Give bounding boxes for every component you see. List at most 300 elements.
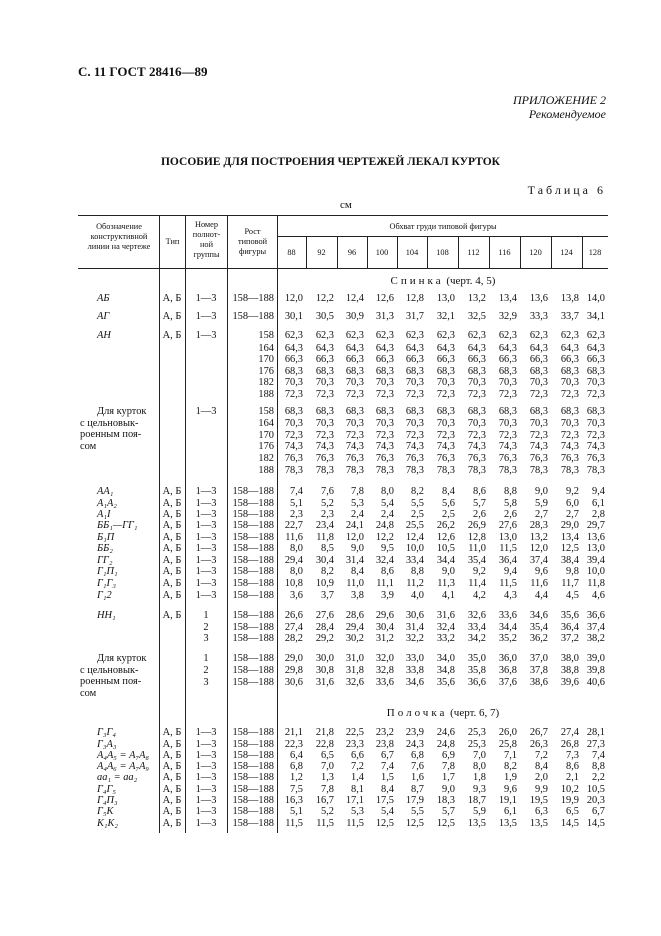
appendix-block (513, 93, 606, 121)
value-cell: 6,5 (321, 750, 334, 761)
value-cell: 26,0 (498, 727, 517, 738)
value-cell: 10,5 (436, 543, 455, 554)
value-cell: 14,0 (586, 293, 605, 304)
value-cell: 13,0 (586, 543, 605, 554)
value-cell: 8,4 (442, 486, 455, 497)
value-cell: 78,3 (560, 465, 579, 476)
height-cell: 182 (258, 377, 274, 388)
value-cell: 16,3 (284, 795, 303, 806)
height-cell: 158 (258, 330, 274, 341)
value-cell: 36,0 (498, 653, 517, 664)
designation: Г₄П₃ (97, 795, 118, 806)
value-cell: 5,1 (290, 806, 303, 817)
value-cell: 34,4 (436, 555, 455, 566)
value-cell: 72,3 (529, 389, 548, 400)
group-cell: 1—3 (195, 406, 217, 417)
value-cell: 11,0 (346, 578, 364, 589)
height-cell: 158—188 (232, 578, 274, 589)
value-cell: 21,1 (284, 727, 303, 738)
value-cell: 72,3 (436, 430, 455, 441)
value-cell: 24,3 (405, 739, 424, 750)
height-cell: 158—188 (232, 818, 274, 829)
height-cell: 158—188 (232, 566, 274, 577)
value-cell: 12,0 (284, 293, 303, 304)
value-cell: 36,8 (498, 665, 517, 676)
value-cell: 13,5 (498, 818, 517, 829)
value-cell: 8,8 (504, 486, 517, 497)
value-cell: 8,0 (381, 486, 394, 497)
value-cell: 9,2 (473, 566, 486, 577)
value-cell: 12,4 (345, 293, 364, 304)
section-title-back (278, 275, 608, 287)
value-cell: 8,8 (592, 761, 605, 772)
value-cell: 31,0 (345, 653, 364, 664)
value-cell: 34,0 (436, 653, 455, 664)
designation: Г₁П₁ (97, 566, 118, 577)
header-group: Номер полнот-ной группы (192, 220, 221, 259)
value-cell: 13,5 (529, 818, 548, 829)
value-cell: 39,4 (586, 555, 605, 566)
value-cell: 70,3 (560, 418, 579, 429)
value-cell: 7,0 (321, 761, 334, 772)
size-header: 124 (560, 248, 573, 257)
type-cell: А, Б (162, 795, 182, 806)
value-cell: 1,9 (504, 772, 517, 783)
value-cell: 33,0 (405, 653, 424, 664)
value-cell: 70,3 (529, 418, 548, 429)
value-cell: 12,0 (529, 543, 548, 554)
value-cell: 62,3 (405, 330, 424, 341)
value-cell: 5,4 (381, 498, 394, 509)
value-cell: 72,3 (284, 389, 303, 400)
value-cell: 13,4 (560, 532, 579, 543)
value-cell: 7,6 (321, 486, 334, 497)
height-cell: 158 (258, 406, 274, 417)
value-cell: 31,7 (405, 311, 424, 322)
height-cell: 158—188 (232, 520, 274, 531)
value-cell: 17,5 (375, 795, 394, 806)
value-cell: 37,0 (529, 653, 548, 664)
value-cell: 76,3 (405, 453, 424, 464)
group-cell: 3 (203, 633, 209, 644)
value-cell: 34,8 (436, 665, 455, 676)
value-cell: 68,3 (284, 366, 303, 377)
value-cell: 35,8 (467, 665, 486, 676)
height-cell: 158—188 (232, 633, 274, 644)
value-cell: 74,3 (586, 441, 605, 452)
value-cell: 8,0 (473, 761, 486, 772)
designation-note: Для курток (97, 406, 147, 417)
value-cell: 27,6 (315, 610, 334, 621)
value-cell: 78,3 (529, 465, 548, 476)
value-cell: 5,3 (351, 498, 364, 509)
value-cell: 2,7 (535, 509, 548, 520)
value-cell: 1,5 (381, 772, 394, 783)
value-cell: 29,7 (586, 520, 605, 531)
value-cell: 12,6 (436, 532, 455, 543)
value-cell: 13,2 (529, 532, 548, 543)
designation: Г₁Г₃ (97, 578, 117, 589)
value-cell: 72,3 (405, 389, 424, 400)
value-cell: 68,3 (345, 366, 364, 377)
height-cell: 158—188 (232, 543, 274, 554)
value-cell: 5,6 (442, 498, 455, 509)
value-cell: 13,6 (586, 532, 605, 543)
size-header: 88 (287, 248, 296, 257)
designation-note: роенным поя- (80, 429, 142, 440)
value-cell: 38,2 (586, 633, 605, 644)
size-header: 104 (405, 248, 419, 257)
section-title-front (278, 707, 608, 719)
designation: ББ₁—ГГ₁ (97, 520, 138, 531)
value-cell: 36,4 (560, 622, 579, 633)
value-cell: 9,0 (535, 486, 548, 497)
value-cell: 76,3 (529, 453, 548, 464)
value-cell: 25,5 (405, 520, 424, 531)
value-cell: 70,3 (315, 418, 334, 429)
designation: ГГ₂ (97, 555, 113, 566)
value-cell: 68,3 (405, 406, 424, 417)
type-cell: А, Б (162, 590, 182, 601)
value-cell: 76,3 (467, 453, 486, 464)
value-cell: 13,6 (529, 293, 548, 304)
value-cell: 78,3 (586, 465, 605, 476)
value-cell: 8,8 (411, 566, 424, 577)
designation: АГ (97, 311, 110, 322)
value-cell: 70,3 (498, 418, 517, 429)
designation: А₁I (97, 509, 111, 520)
value-cell: 11,8 (587, 578, 605, 589)
size-header: 108 (436, 248, 449, 257)
designation: Г₅К (97, 806, 114, 817)
value-cell: 22,5 (345, 727, 364, 738)
value-cell: 9,0 (442, 566, 455, 577)
designation-note: сом (80, 440, 97, 452)
value-cell: 26,6 (284, 610, 303, 621)
value-cell: 7,4 (290, 486, 303, 497)
height-cell: 158—188 (232, 795, 274, 806)
height-cell: 182 (258, 453, 274, 464)
value-cell: 1,2 (290, 772, 303, 783)
group-cell: 1—3 (195, 761, 217, 772)
value-cell: 39,6 (560, 677, 579, 688)
appendix-subtitle: Рекомендуемое (528, 107, 606, 121)
value-cell: 38,8 (560, 665, 579, 676)
value-cell: 6,4 (290, 750, 303, 761)
value-cell: 34,4 (498, 622, 517, 633)
value-cell: 74,3 (405, 441, 424, 452)
value-cell: 78,3 (467, 465, 486, 476)
value-cell: 32,9 (498, 311, 517, 322)
height-cell: 158—188 (232, 784, 274, 795)
value-cell: 8,0 (290, 566, 303, 577)
value-cell: 64,3 (375, 343, 394, 354)
header-height: Рост типовой фигуры (237, 227, 268, 256)
header-divider (227, 215, 228, 268)
value-cell: 32,4 (436, 622, 455, 633)
value-cell: 70,3 (375, 377, 394, 388)
value-cell: 31,6 (436, 610, 455, 621)
value-cell: 68,3 (560, 366, 579, 377)
value-cell: 62,3 (284, 330, 303, 341)
value-cell: 78,3 (284, 465, 303, 476)
value-cell: 5,5 (411, 806, 424, 817)
size-header: 120 (529, 248, 542, 257)
height-cell: 158—188 (232, 806, 274, 817)
value-cell: 30,4 (375, 622, 394, 633)
height-cell: 158—188 (232, 498, 274, 509)
designation: АА₁ (97, 486, 114, 497)
value-cell: 8,1 (351, 784, 364, 795)
value-cell: 11,6 (530, 578, 548, 589)
value-cell: 62,3 (560, 330, 579, 341)
height-cell: 188 (258, 389, 274, 400)
value-cell: 22,7 (284, 520, 303, 531)
value-cell: 68,3 (315, 406, 334, 417)
value-cell: 38,6 (529, 677, 548, 688)
value-cell: 76,3 (560, 453, 579, 464)
value-cell: 7,2 (351, 761, 364, 772)
value-cell: 30,4 (315, 555, 334, 566)
value-cell: 4,5 (566, 590, 579, 601)
value-cell: 28,4 (315, 622, 334, 633)
value-cell: 12,8 (405, 293, 424, 304)
value-cell: 68,3 (375, 366, 394, 377)
header-divider (185, 215, 186, 268)
value-cell: 10,5 (586, 784, 605, 795)
group-cell: 1—3 (195, 739, 217, 750)
designation: Б₁П (97, 532, 115, 543)
designation-note: с цельновык- (80, 417, 139, 429)
value-cell: 11,4 (468, 578, 486, 589)
value-cell: 18,3 (436, 795, 455, 806)
value-cell: 68,3 (375, 406, 394, 417)
value-cell: 30,6 (284, 677, 303, 688)
type-cell: А, Б (162, 727, 182, 738)
value-cell: 25,3 (467, 739, 486, 750)
value-cell: 74,3 (560, 441, 579, 452)
value-cell: 66,3 (436, 354, 455, 365)
group-cell: 1 (203, 653, 209, 664)
value-cell: 32,8 (375, 665, 394, 676)
designation: А₁А₂ (97, 498, 117, 509)
value-cell: 20,3 (586, 795, 605, 806)
value-cell: 17,9 (405, 795, 424, 806)
value-cell: 72,3 (405, 430, 424, 441)
value-cell: 7,8 (351, 486, 364, 497)
height-cell: 158—188 (232, 555, 274, 566)
height-cell: 158—188 (232, 293, 274, 304)
value-cell: 70,3 (345, 418, 364, 429)
value-cell: 76,3 (498, 453, 517, 464)
value-cell: 4,3 (504, 590, 517, 601)
value-cell: 76,3 (284, 453, 303, 464)
value-cell: 64,3 (498, 343, 517, 354)
value-cell: 34,6 (529, 610, 548, 621)
value-cell: 9,6 (535, 566, 548, 577)
value-cell: 33,2 (436, 633, 455, 644)
value-cell: 29,4 (284, 555, 303, 566)
size-header: 112 (467, 248, 480, 257)
section-title-word: Спинка (390, 275, 444, 287)
value-cell: 8,6 (566, 761, 579, 772)
designation: К₁К₂ (97, 818, 119, 829)
value-cell: 10,9 (315, 578, 334, 589)
value-cell: 68,3 (529, 406, 548, 417)
value-cell: 78,3 (498, 465, 517, 476)
value-cell: 35,6 (560, 610, 579, 621)
value-cell: 68,3 (498, 406, 517, 417)
chest-header-rule (277, 236, 608, 237)
value-cell: 19,5 (529, 795, 548, 806)
value-cell: 7,8 (321, 784, 334, 795)
value-cell: 70,3 (467, 418, 486, 429)
value-cell: 5,4 (381, 806, 394, 817)
value-cell: 13,0 (436, 293, 455, 304)
value-cell: 66,3 (315, 354, 334, 365)
value-cell: 23,4 (315, 520, 334, 531)
value-cell: 72,3 (529, 430, 548, 441)
value-cell: 62,3 (498, 330, 517, 341)
value-cell: 12,2 (315, 293, 334, 304)
value-cell: 70,3 (405, 377, 424, 388)
value-cell: 8,7 (411, 784, 424, 795)
value-cell: 29,2 (315, 633, 334, 644)
value-cell: 6,8 (290, 761, 303, 772)
value-cell: 12,8 (467, 532, 486, 543)
value-cell: 31,3 (375, 311, 394, 322)
value-cell: 30,8 (315, 665, 334, 676)
size-header: 116 (498, 248, 511, 257)
height-cell: 158—188 (232, 622, 274, 633)
height-cell: 158—188 (232, 532, 274, 543)
value-cell: 30,5 (315, 311, 334, 322)
value-cell: 9,9 (535, 784, 548, 795)
value-cell: 76,3 (375, 453, 394, 464)
value-cell: 6,1 (592, 498, 605, 509)
value-cell: 22,3 (284, 739, 303, 750)
value-cell: 25,8 (498, 739, 517, 750)
value-cell: 4,6 (592, 590, 605, 601)
value-cell: 11,7 (561, 578, 579, 589)
value-cell: 9,4 (504, 566, 517, 577)
value-cell: 72,3 (498, 430, 517, 441)
value-cell: 64,3 (560, 343, 579, 354)
value-cell: 26,9 (467, 520, 486, 531)
type-cell: А, Б (162, 311, 182, 322)
value-cell: 25,3 (467, 727, 486, 738)
value-cell: 24,1 (345, 520, 364, 531)
value-cell: 70,3 (586, 418, 605, 429)
value-cell: 10,8 (284, 578, 303, 589)
type-cell: А, Б (162, 761, 182, 772)
height-cell: 158—188 (232, 486, 274, 497)
value-cell: 5,7 (442, 806, 455, 817)
value-cell: 12,5 (375, 818, 394, 829)
value-cell: 27,3 (586, 739, 605, 750)
value-cell: 4,2 (473, 590, 486, 601)
value-cell: 9,2 (566, 486, 579, 497)
value-cell: 33,7 (560, 311, 579, 322)
value-cell: 13,2 (467, 293, 486, 304)
value-cell: 2,3 (321, 509, 334, 520)
value-cell: 12,5 (560, 543, 579, 554)
value-cell: 70,3 (529, 377, 548, 388)
value-cell: 30,1 (284, 311, 303, 322)
value-cell: 28,1 (586, 727, 605, 738)
height-cell: 164 (258, 418, 274, 429)
value-cell: 66,3 (560, 354, 579, 365)
value-cell: 68,3 (405, 366, 424, 377)
value-cell: 11,8 (316, 532, 334, 543)
page-header: С. 11 ГОСТ 28416—89 (78, 64, 208, 79)
value-cell: 70,3 (560, 377, 579, 388)
value-cell: 4,4 (535, 590, 548, 601)
value-cell: 66,3 (284, 354, 303, 365)
value-cell: 8,5 (321, 543, 334, 554)
value-cell: 24,8 (436, 739, 455, 750)
value-cell: 72,3 (560, 389, 579, 400)
value-cell: 35,4 (467, 555, 486, 566)
value-cell: 4,0 (411, 590, 424, 601)
designation: НН₁ (97, 610, 116, 621)
value-cell: 78,3 (345, 465, 364, 476)
value-cell: 14,5 (560, 818, 579, 829)
value-cell: 32,1 (436, 311, 455, 322)
value-cell: 10,0 (405, 543, 424, 554)
value-cell: 2,6 (473, 509, 486, 520)
value-cell: 68,3 (284, 406, 303, 417)
value-cell: 64,3 (284, 343, 303, 354)
value-cell: 70,3 (405, 418, 424, 429)
value-cell: 72,3 (560, 430, 579, 441)
value-cell: 29,4 (345, 622, 364, 633)
group-cell: 1—3 (195, 818, 217, 829)
designation: А₄А₅ = А₇А₈ (97, 750, 150, 761)
value-cell: 68,3 (467, 366, 486, 377)
height-cell: 158—188 (232, 739, 274, 750)
value-cell: 32,2 (405, 633, 424, 644)
group-cell: 1—3 (195, 784, 217, 795)
height-cell: 158—188 (232, 653, 274, 664)
value-cell: 2,0 (535, 772, 548, 783)
height-cell: 164 (258, 343, 274, 354)
value-cell: 62,3 (467, 330, 486, 341)
type-cell: А, Б (162, 532, 182, 543)
value-cell: 21,8 (315, 727, 334, 738)
value-cell: 29,6 (375, 610, 394, 621)
value-cell: 2,8 (592, 509, 605, 520)
value-cell: 23,2 (375, 727, 394, 738)
designation: аа₁ = аа₂ (97, 772, 138, 783)
header-designation: Обозначение конструктивной линии на чертеже (87, 222, 151, 251)
value-cell: 72,3 (586, 430, 605, 441)
value-cell: 66,3 (405, 354, 424, 365)
value-cell: 72,3 (345, 389, 364, 400)
designation: А₄А₆ = А₇А₉ (97, 761, 150, 772)
value-cell: 37,4 (529, 555, 548, 566)
value-cell: 9,0 (351, 543, 364, 554)
value-cell: 12,6 (375, 293, 394, 304)
value-cell: 74,3 (529, 441, 548, 452)
height-cell: 170 (258, 354, 274, 365)
value-cell: 37,6 (498, 677, 517, 688)
designation: ББ₂ (97, 543, 113, 554)
value-cell: 23,3 (345, 739, 364, 750)
value-cell: 32,0 (375, 653, 394, 664)
value-cell: 68,3 (467, 406, 486, 417)
value-cell: 35,6 (436, 677, 455, 688)
